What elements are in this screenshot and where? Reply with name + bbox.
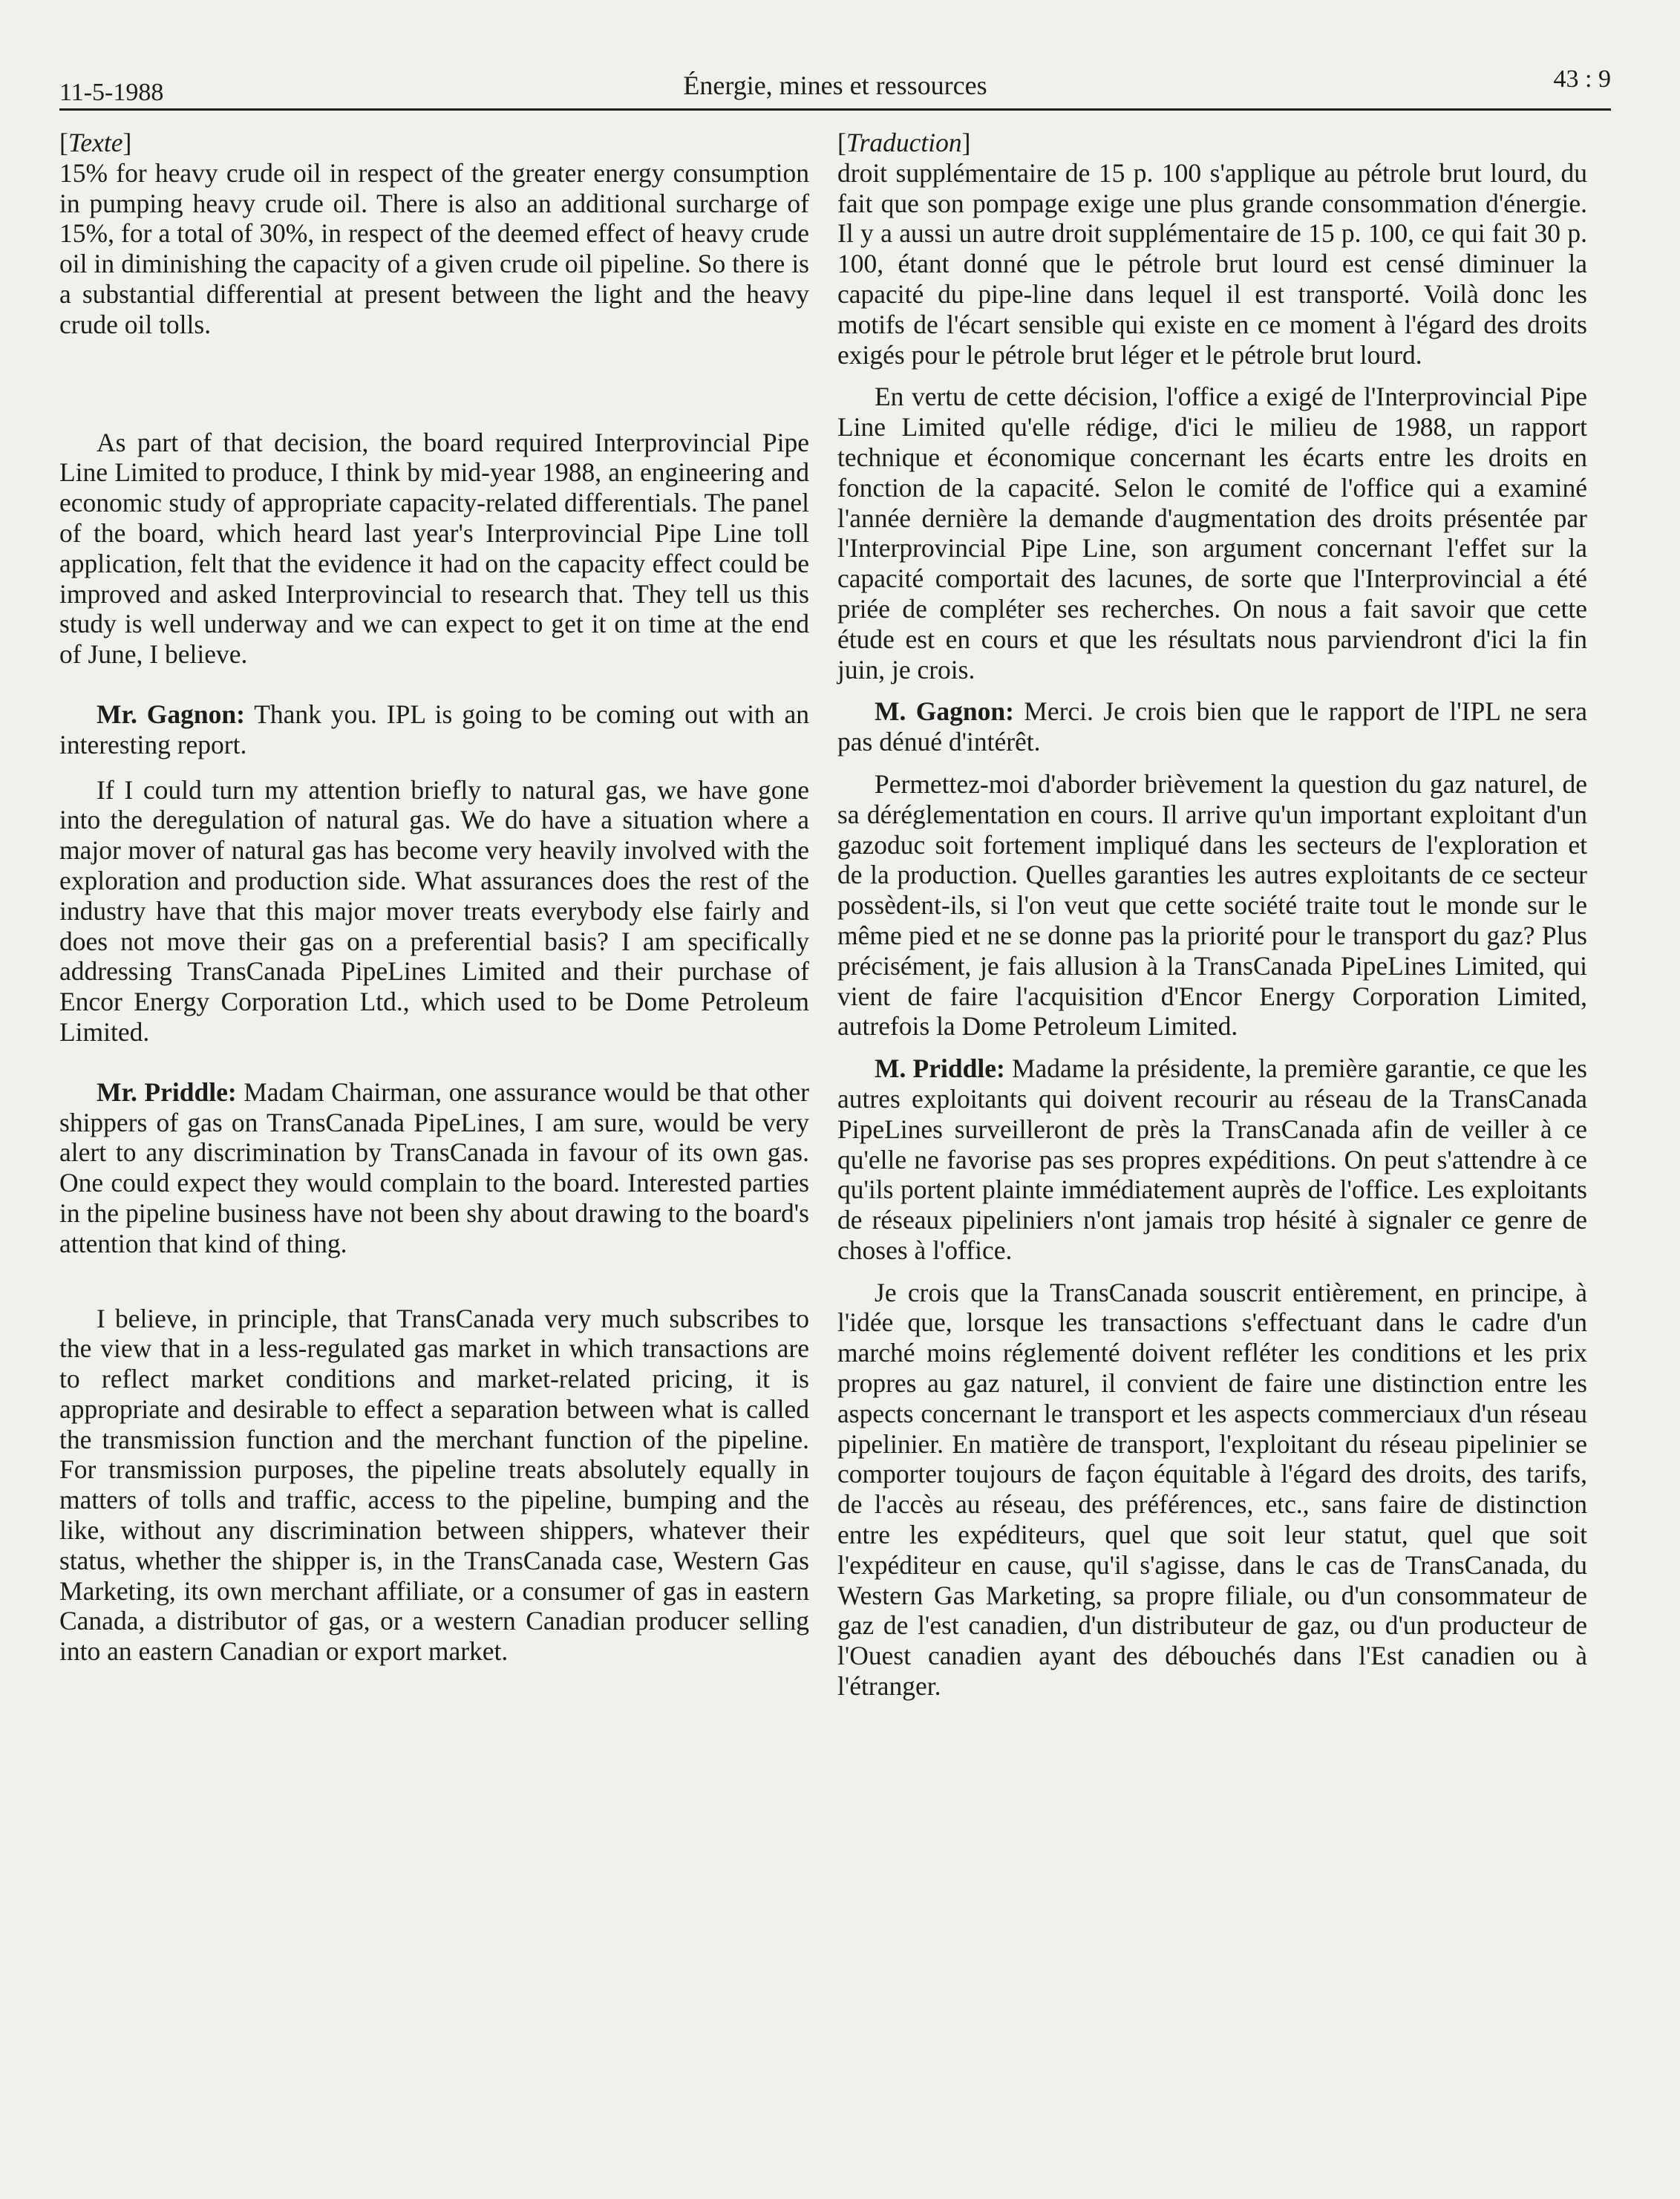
paragraph-5: [59, 1077, 809, 1259]
paragraph-6: I believe, in principle, that TransCanada very much subscribes to the view that in a less-regulated gas market in which transactions are to reflect market conditions and market-related pricing, it is appropriate and desirable to effect a separation between what is called the transmission function and the merchant function of the pipeline. For transmission purposes, the pipeline treats absolutely equally in matters of tolls and traffic, access to the pipeline, bumping and the like, without any discrimination between shippers, whatever their status, whether the shipper is, in the TransCanada case, Western Gas Marketing, its own merchant affiliate, or a consumer of gas in eastern Canada, a distributor of gas, or a western Canadian producer selling into an eastern Canadian or export market.: [59, 1303, 809, 1667]
paragraph-6: Je crois que la TransCanada souscrit entièrement, en principe, à l'idée que, lorsque les transactions s'effectuant dans le cadre d'un marché moins réglementé doivent refléter les conditions et les prix propres au gaz naturel, il convient de faire une distinction entre les aspects concernant le transport et les aspects commerciaux d'un réseau pipelinier. En matière de transport, l'exploitant du réseau pipelinier se comporter toujours de façon équitable à l'égard des droits, des tarifs, de l'accès au réseau, des préférences, etc., sans faire de distinction entre les expéditeurs, quel que soit leur statut, quel que soit l'expéditeur en cause, qu'il s'agisse, dans le cas de TransCanada, du Western Gas Marketing, sa propre filiale, ou d'un consommateur de gaz de l'est canadien, d'un distributeur de gaz, ou d'un producteur de l'Ouest canadien ayant des débouchés dans l'Est canadien ou à l'étranger.: [837, 1277, 1587, 1702]
paragraph-3: [837, 696, 1587, 757]
paragraph-2: En vertu de cette décision, l'office a exigé de l'Interprovincial Pipe Line Limited qu'elle rédige, d'ici le milieu de 1988, un rapport technique et économique concernant les écarts entre les droits en fonction de la capacité. Selon le comité de l'office qui a examiné l'année dernière la demande d'augmentation des droits présentée par l'Interprovincial Pipe Line, son argument concernant l'effet sur la capacité comportait des lacunes, de sorte que l'Interprovincial a été priée de compléter ses recherches. On nous a fait savoir que cette étude est en cours et que les résultats nous parviendront d'ici la fin juin, je crois.: [837, 382, 1587, 684]
page-header: [59, 65, 1611, 110]
speech-text: Madame la présidente, la première garantie, ce que les autres exploitants qui doivent recourir au réseau de la TransCanada PipeLines surveilleront de près la TransCanada afin de veiller à ce qu'elle ne favorise pas ses propres expéditions. On peut s'attendre à ce qu'ils portent plainte immédiatement auprès de l'office. Les exploitants de réseaux pipeliniers n'ont jamais trop hésité à signaler ce genre de choses à l'office.: [837, 1053, 1587, 1265]
speech-text: Merci. Je crois bien que le rapport de l'IPL ne sera pas dénué d'intérêt.: [837, 696, 1587, 757]
header-page-number: 43 : 9: [1553, 65, 1611, 93]
header-date: 11-5-1988: [59, 79, 164, 106]
paragraph-3: [59, 699, 809, 760]
speaker-name: Mr. Priddle:: [97, 1076, 237, 1107]
header-rule: [59, 108, 1611, 111]
paragraph-1: droit supplémentaire de 15 p. 100 s'applique au pétrole brut lourd, du fait que son pompage exige une plus grande consommation d'énergie. Il y a aussi un autre droit supplémentaire de 15 p. 100, ce qui fait 30 p. 100, étant donné que le pétrole brut lourd est censé diminuer la capacité du pipe-line dans lequel il est transporté. Voilà donc les motifs de l'écart sensible qui existe en ce moment à l'égard des droits exigés pour le pétrole brut léger et le pétrole brut lourd.: [837, 157, 1587, 370]
paragraph-5: [837, 1053, 1587, 1266]
paragraph-2: As part of that decision, the board required Interprovincial Pipe Line Limited to produce, I think by mid-year 1988, an engineering and economic study of appropriate capacity-related differentials. The panel of the board, which heard last year's Interprovincial Pipe Line toll application, felt that the evidence it had on the capacity effect could be improved and asked Interprovincial to research that. They tell us this study is well underway and we can expect to get it on time at the end of June, I believe.: [59, 427, 809, 670]
column-label-texte: [ Texte ]: [59, 128, 809, 158]
header-title: Énergie, mines et ressources: [683, 71, 987, 100]
speaker-name: M. Priddle:: [875, 1053, 1005, 1084]
english-column: [59, 128, 809, 1667]
speaker-name: Mr. Gagnon:: [97, 699, 245, 729]
paragraph-4: Permettez-moi d'aborder brièvement la question du gaz naturel, de sa déréglementation en cours. Il arrive qu'un important exploitant d'un gazoduc soit fortement impliqué dans les secteurs de l'exploration et de la production. Quelles garanties les autres exploitants de ce secteur possèdent-ils, si l'on veut que cette société traite tout le monde sur le même pied et ne se donne pas la priorité pour le transport du gaz? Plus précisément, je fais allusion à la TransCanada PipeLines Limited, qui vient de faire l'acquisition d'Encor Energy Corporation Limited, autrefois la Dome Petroleum Limited.: [837, 768, 1587, 1042]
french-column: [837, 128, 1587, 1702]
column-label-traduction: [ Traduction ]: [837, 128, 1587, 158]
paragraph-4: If I could turn my attention briefly to natural gas, we have gone into the deregulation of natural gas. We do have a situation where a major mover of natural gas has become very heavily involved with the exploration and production side. What assurances does the rest of the industry have that this major mover treats everybody else fairly and does not move their gas on a preferential basis? I am specifically addressing TransCanada PipeLines Limited and their purchase of Encor Energy Corporation Ltd., which used to be Dome Petroleum Limited.: [59, 774, 809, 1047]
speaker-name: M. Gagnon:: [875, 696, 1014, 727]
speech-text: Thank you. IPL is going to be coming out with an interesting report.: [59, 699, 809, 759]
speech-text: Madam Chairman, one assurance would be that other shippers of gas on TransCanada PipeLines, I am sure, would be very alert to any discrimination by TransCanada in favour of its own gas. One could expect they would complain to the board. Interested parties in the pipeline business have not been shy about drawing to the board's attention that kind of thing.: [59, 1076, 809, 1258]
paragraph-1: 15% for heavy crude oil in respect of the greater energy consumption in pumping heavy crude oil. There is also an additional surcharge of 15%, for a total of 30%, in respect of the deemed effect of heavy crude oil in diminishing the capacity of a given crude oil pipeline. So there is a substantial differential at present between the light and the heavy crude oil tolls.: [59, 157, 809, 339]
